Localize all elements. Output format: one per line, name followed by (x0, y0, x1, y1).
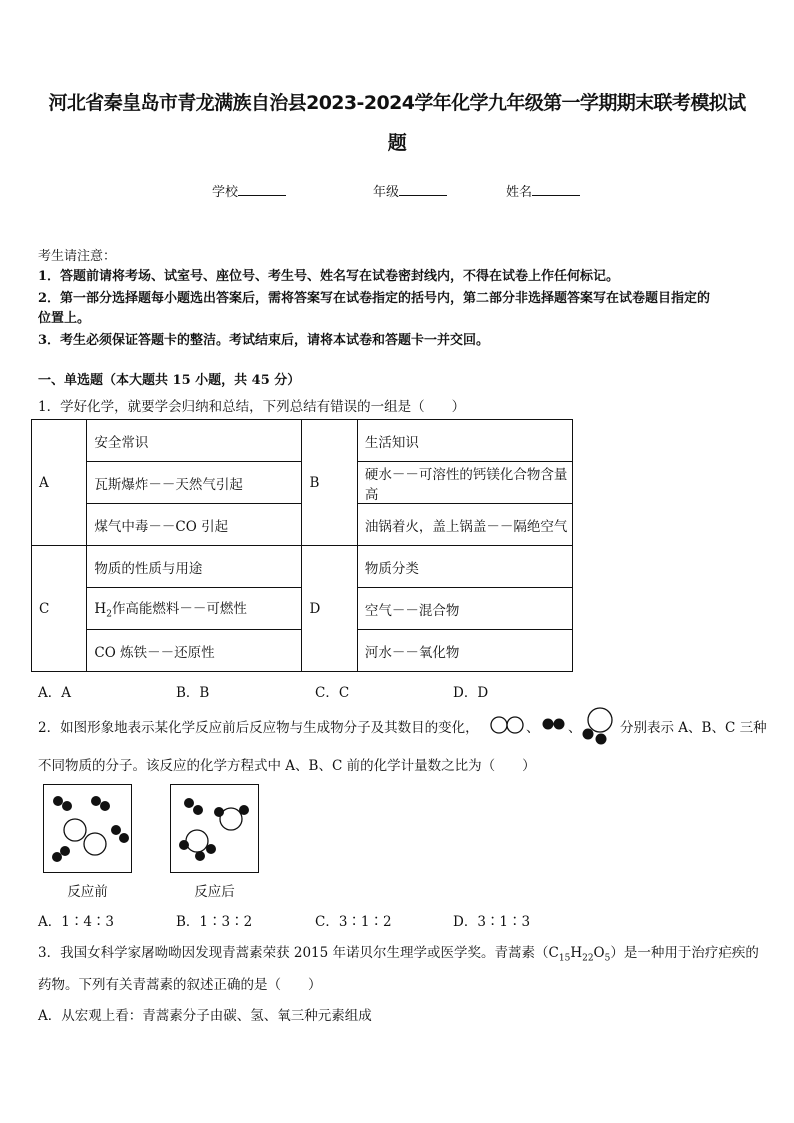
reaction-before-box (43, 784, 132, 873)
notice-item: 1．答题前请将考场、试室号、座位号、考生号、姓名写在试卷密封线内，不得在试卷上作任何标记。 (38, 269, 620, 284)
q3-stem-line1: 3．我国女科学家屠呦呦因发现青蒿素荣获 2015 年诺贝尔生理学或医学奖。青蒿素$(C_{15}H_{22}O_5)$是一种用于治疗疟疾的 (38, 945, 759, 964)
q2-stem-part2: 分别表示 A、B、C 三种 (620, 720, 767, 736)
q2-option-b: B．1∶3∶2 (176, 914, 253, 930)
page-title-continued: 题 (387, 132, 407, 154)
school-label: 学校 (212, 185, 239, 200)
q3-option-a: A．从宏观上看：青蒿素分子由碳、氢、氧三种元素组成 (38, 1008, 372, 1024)
name-label: 姓名 (506, 185, 533, 200)
name-field (506, 181, 580, 200)
q2-separator: 、 (526, 720, 540, 736)
school-blank (238, 183, 286, 196)
name-blank (532, 183, 580, 196)
q1-letter-d: D (302, 546, 357, 672)
q1-cell: 煤气中毒－－CO 引起 (87, 504, 302, 546)
q2-option-a: A．1∶4∶3 (38, 914, 115, 930)
q1-cell: 物质的性质与用途 (87, 546, 302, 588)
q1-option-c: C．C (315, 685, 350, 701)
q2-option-c: C．3∶1∶2 (315, 914, 392, 930)
before-caption: 反应前 (67, 884, 108, 900)
q2-stem-part1: 2．如图形象地表示某化学反应前后反应物与生成物分子及其数目的变化， (38, 720, 479, 736)
notice-item: 2．第一部分选择题每小题选出答案后，需将答案写在试卷指定的括号内，第二部分非选择题答案写在试卷题目指定的 (38, 291, 711, 306)
q1-cell: 硬水－－可溶性的钙镁化合物含量高 (357, 462, 572, 504)
q2-stem-line2: 不同物质的分子。该反应的化学方程式中 A、B、C 前的化学计量数之比为（ ） (38, 758, 536, 774)
grade-label: 年级 (373, 185, 400, 200)
q1-option-b: B．B (176, 685, 210, 701)
notice-heading: 考生请注意： (38, 249, 117, 264)
reaction-after-box (170, 784, 259, 873)
q1-letter-c: C (32, 546, 87, 672)
q1-stem: 1．学好化学，就要学会归纳和总结，下列总结有错误的一组是（ ） (38, 399, 466, 415)
page-title: 河北省秦皇岛市青龙满族自治县2023-2024学年化学九年级第一学期期末联考模拟试 (48, 92, 746, 114)
q1-option-a: A．A (38, 685, 71, 701)
grade-field (373, 181, 447, 200)
q1-cell: CO 炼铁－－还原性 (87, 630, 302, 672)
molecule-b-icon (541, 714, 569, 734)
q1-letter-b: B (302, 420, 357, 546)
h2-formula: $H_2$ (94, 601, 112, 620)
q1-cell: $H_2$作高能燃料－－可燃性 (87, 588, 302, 630)
q1-letter-a: A (32, 420, 87, 546)
q2-option-d: D．3∶1∶3 (453, 914, 531, 930)
q2-separator: 、 (568, 720, 582, 736)
q3-stem-line2: 药物。下列有关青蒿素的叙述正确的是（ ） (38, 977, 322, 993)
after-caption: 反应后 (194, 884, 235, 900)
reaction-after-diagram (171, 785, 257, 871)
q1-option-d: D．D (453, 685, 489, 701)
q1-cell: 河水－－氧化物 (357, 630, 572, 672)
notice-item: 位置上。 (38, 311, 91, 326)
q1-table (31, 419, 573, 672)
grade-blank (399, 183, 447, 196)
q1-cell: 生活知识 (357, 420, 572, 462)
school-field (212, 181, 286, 200)
molecule-a-icon (490, 711, 526, 737)
reaction-before-diagram (44, 785, 130, 871)
molecule-c-icon (580, 705, 620, 745)
q1-cell: 瓦斯爆炸－－天然气引起 (87, 462, 302, 504)
notice-item: 3．考生必须保证答题卡的整洁。考试结束后，请将本试卷和答题卡一并交回。 (38, 333, 490, 348)
q1-cell: 油锅着火，盖上锅盖－－隔绝空气 (357, 504, 572, 546)
q1-cell: 物质分类 (357, 546, 572, 588)
section-heading: 一、单选题（本大题共 15 小题，共 45 分） (38, 373, 301, 388)
q1-cell: 空气－－混合物 (357, 588, 572, 630)
q1-cell: 安全常识 (87, 420, 302, 462)
